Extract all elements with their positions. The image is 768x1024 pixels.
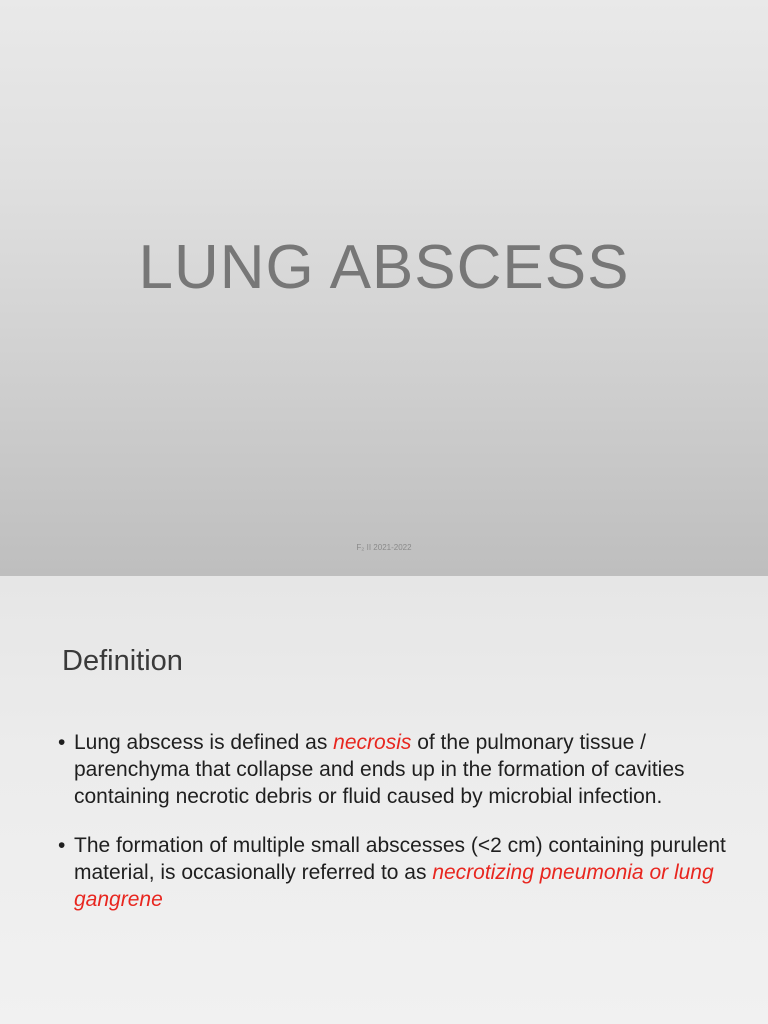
bullet-icon: • [58,731,66,754]
definition-slide [0,576,768,1024]
bullet-item-2 [58,832,738,913]
bullet-text: The formation of multiple small abscesses (<2 cm) containing purulent material, is occasionally referred to as [74,834,726,884]
emphasis-text: necrosis [333,731,412,754]
bullet-item-1 [58,729,738,810]
bullet-text: Lung abscess is defined as [74,731,334,754]
bullet-list [58,729,738,913]
bullet-icon: • [58,834,66,857]
slide-footer: F₂ II 2021-2022 [356,543,412,552]
bullet-text: of the pulmonary tissue / parenchyma that collapse and ends up in the formation of cavities containing necrotic debris or fluid caused by microbial infection. [74,731,685,808]
slide-heading: Definition [62,645,183,677]
slide-title: LUNG ABSCESS [138,233,630,302]
emphasis-text: necrotizing pneumonia or lung gangrene [74,861,714,911]
